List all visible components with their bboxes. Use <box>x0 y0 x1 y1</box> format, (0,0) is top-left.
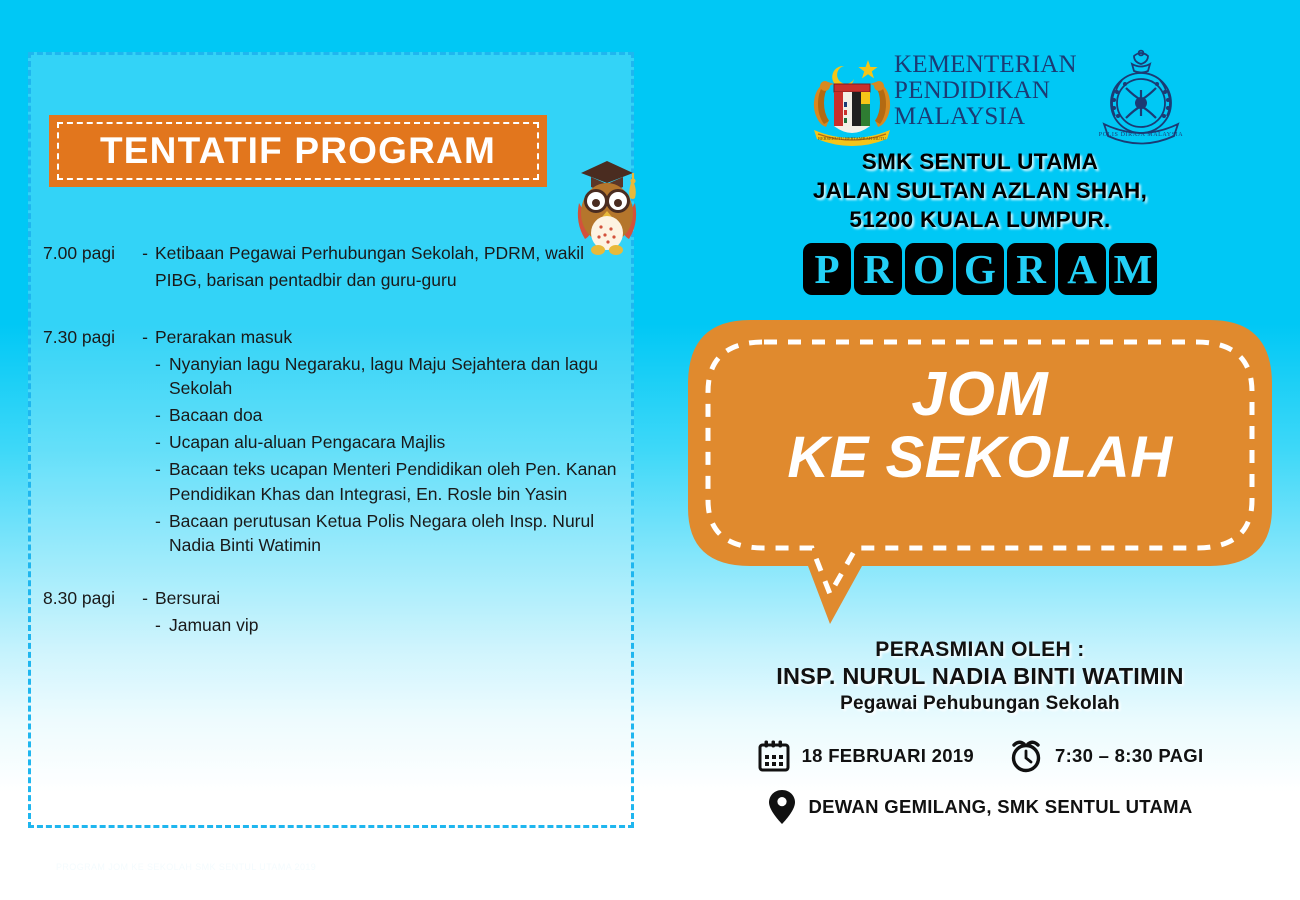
pdrm-police-crest-icon <box>1092 48 1190 152</box>
officiated-by-name: INSP. NURUL NADIA BINTI WATIMIN <box>776 662 1184 689</box>
ministry-line-3: MALAYSIA <box>894 102 1026 130</box>
bubble-line-ke-sekolah: KE SEKOLAH <box>787 425 1173 490</box>
schedule-entry <box>43 241 633 295</box>
program-letter: M <box>1109 243 1157 295</box>
schedule-entry <box>43 586 633 640</box>
svg-text:POLIS DIRAJA MALAYSIA: POLIS DIRAJA MALAYSIA <box>1098 132 1184 138</box>
schedule-items <box>155 586 633 640</box>
event-poster-panel <box>660 0 1300 900</box>
event-date-item <box>757 739 974 773</box>
program-schedule <box>43 241 633 644</box>
schedule-line: PIBG, barisan pentadbir dan guru-guru <box>155 269 457 290</box>
program-letter: R <box>1007 243 1055 295</box>
schedule-items <box>155 241 633 295</box>
schedule-sub-item: - Bacaan doa <box>155 403 633 428</box>
schedule-time: 8.30 pagi <box>43 588 116 609</box>
bubble-line-jom: JOM <box>911 360 1049 429</box>
program-letter: G <box>956 243 1004 295</box>
schedule-gap <box>43 564 633 586</box>
schedule-items <box>155 325 633 561</box>
location-pin-icon <box>767 788 797 826</box>
jom-ke-sekolah-bubble <box>680 312 1280 632</box>
schedule-gap <box>43 299 633 325</box>
program-letter: P <box>803 243 851 295</box>
schedule-line: Bersurai <box>155 588 221 609</box>
program-letter: A <box>1058 243 1106 295</box>
event-venue-text: DEWAN GEMILANG, SMK SENTUL UTAMA <box>808 796 1193 817</box>
schedule-sub-list <box>155 613 633 638</box>
event-time-item <box>1008 738 1203 774</box>
program-letter: O <box>905 243 953 295</box>
ministry-line-1: KEMENTERIAN <box>894 51 1077 78</box>
officiated-by-title: Pegawai Pehubungan Sekolah <box>840 693 1120 715</box>
program-banner-title: TENTATIF PROGRAM <box>99 130 496 171</box>
calendar-icon <box>757 739 791 773</box>
event-meta-row-date-time <box>660 738 1300 774</box>
schedule-sub-item: - Bacaan perutusan Ketua Polis Negara oleh Insp. Nurul Nadia Binti Watimin <box>155 509 633 559</box>
logo-row <box>660 46 1300 158</box>
schedule-line: Perarakan masuk <box>155 326 293 347</box>
schedule-sub-item: - Ucapan alu-aluan Pengacara Majlis <box>155 430 633 455</box>
officiated-by-block <box>660 638 1300 717</box>
ministry-line-2: PENDIDIKAN <box>894 76 1051 104</box>
schedule-dash: - <box>142 243 148 263</box>
schedule-dash: - <box>142 326 148 347</box>
program-banner-fill <box>49 115 547 187</box>
schedule-sub-item: - Nyanyian lagu Negaraku, lagu Maju Sejahtera dan lagu Sekolah <box>155 352 633 402</box>
tentative-program-panel <box>28 52 634 828</box>
malaysia-coat-of-arms-icon <box>798 48 906 152</box>
school-address <box>660 148 1300 234</box>
schedule-time: 7.00 pagi <box>43 243 116 263</box>
program-letter: R <box>854 243 902 295</box>
school-name: SMK SENTUL UTAMA <box>861 149 1099 174</box>
event-meta-row-venue <box>660 788 1300 826</box>
faint-footer-note: PROGRAM JOM KE SEKOLAH SMK SENTUL UTAMA 2019 <box>56 862 317 872</box>
schedule-sub-item: - Bacaan teks ucapan Menteri Pendidikan oleh Pen. Kanan Pendidikan Khas dan Integrasi, En. Rosle bin Yasin <box>155 457 633 507</box>
event-time-text: 7:30 – 8:30 PAGI <box>1054 745 1204 766</box>
school-street: JALAN SULTAN AZLAN SHAH, <box>812 177 1148 203</box>
schedule-entry <box>43 325 633 561</box>
officiated-by-label: PERASMIAN OLEH : <box>875 638 1085 661</box>
svg-text:BERSEKUTU BERTAMBAH MUTU: BERSEKUTU BERTAMBAH MUTU <box>818 136 886 141</box>
schedule-time: 7.30 pagi <box>43 326 116 347</box>
program-banner <box>49 115 547 187</box>
schedule-line: Ketibaan Pegawai Perhubungan Sekolah, PDRM, wakil <box>155 243 585 263</box>
program-title <box>660 243 1300 295</box>
schedule-sub-item: - Jamuan vip <box>155 613 633 638</box>
alarm-clock-icon <box>1008 738 1044 774</box>
speech-bubble-shape <box>680 312 1280 632</box>
ministry-name <box>894 52 1104 129</box>
schedule-sub-list <box>155 352 633 559</box>
schedule-dash: - <box>142 588 148 609</box>
event-venue-item <box>767 788 1192 826</box>
school-city: 51200 KUALA LUMPUR. <box>849 206 1111 232</box>
event-date-text: 18 FEBRUARI 2019 <box>801 745 974 766</box>
